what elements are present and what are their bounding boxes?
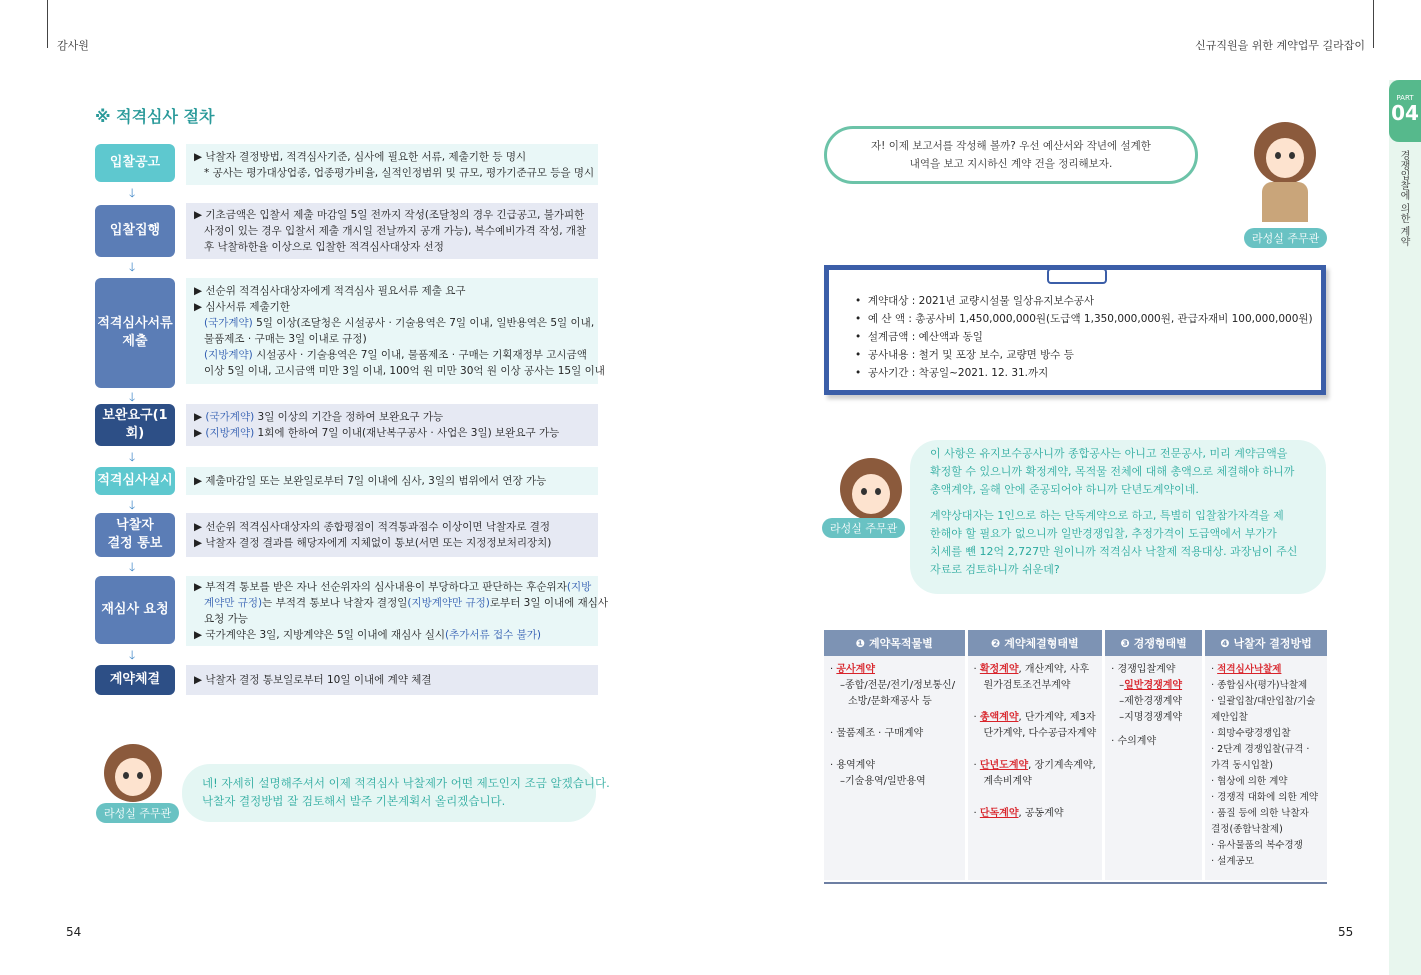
desc-line: ▶ 낙찰자 결정 결과를 해당자에게 지체없이 통보(서면 또는 지정정보처리장치) [194,537,552,549]
step-review-desc [186,467,598,495]
speech-bubble-left [182,764,610,822]
desc-text: 로부터 3일 이내에 재심사 [489,597,609,609]
down-arrow-icon: 🡓 [129,390,136,404]
speech-line: 낙찰자 결정방법 잘 검토해서 발주 기본계획서 올리겠습니다. [202,794,506,808]
speech-bubble-top [824,126,1198,184]
desc-text: 3일 이상의 기간을 정하여 보완요구 가능 [254,411,444,423]
speech-line: 총액계약, 올해 안에 준공되어야 하니까 단년도계약이네. [930,483,1199,496]
table-cell: · 공사계약 –종합/전문/전기/정보통신/ 소방/문화재공사 등 · 물품제조 · 구매계약 · 용역계약 –기술용역/일반용역 [824,656,966,880]
speech-bubble-mid [910,440,1326,594]
desc-line [194,595,609,611]
contract-info-box [824,265,1326,395]
table-cell: · 확정계약, 개산계약, 사후 원가검토조건부계약 · 총액계약, 단가계약, 제3자 단가계약, 다수공급자계약 · 단년도계약, 장기계속계약, 계속비계약 · 단독계약, 공동계약 [966,656,1104,880]
header-left: 감사원 [57,39,89,52]
speech-line: 자료로 검토하니까 쉬운데? [930,563,1060,576]
speech-line: 치세를 뺀 12억 2,727만 원이니까 적격심사 낙찰제 적용대상. 과장님이 주신 [930,545,1298,558]
speech-line: 네! 자세히 설명해주셔서 이제 적격심사 낙찰제가 어떤 제도인지 조금 알겠습니다. [202,776,610,790]
character-name-tag: 라성실 주무관 [822,518,905,538]
step-winner-notice-desc [186,513,598,557]
speech-line: 한해야 할 필요가 없으니까 일반경쟁입찰, 추정가격이 도급액에서 부가가 [930,527,1277,540]
local-contract-tag: (지방계약) [204,349,253,361]
local-contract-tag: 계약만 규정) [204,597,263,609]
step-winner-notice: 낙찰자 결정 통보 [95,513,175,557]
desc-line: ▶ 제출마감일 또는 보완일로부터 7일 이내에 심사, 3일의 범위에서 연장 가능 [194,475,547,487]
desc-text: 시설공사 · 기술용역은 7일 이내, 물품제조 · 구매는 기획재정부 고시금액 [252,349,587,361]
down-arrow-icon: 🡓 [129,648,136,662]
local-contract-tag: (지방계약) [205,427,255,439]
speech-line: 자! 이제 보고서를 작성해 볼까? 우선 예산서와 작년에 설계한 [871,140,1151,152]
step-supplement-request-desc [186,404,598,446]
desc-line: 요청 가능 [204,613,248,625]
character-name-tag: 라성실 주무관 [96,803,179,823]
desc-line: 사정이 있는 경우 입찰서 제출 개시일 전날까지 공개 가능), 복수예비가격 작성, 개찰 [204,225,587,237]
character-avatar [1254,122,1316,184]
table-header: ❷ 계약체결형태별 [966,630,1104,656]
down-arrow-icon: 🡓 [129,560,136,574]
step-document-submission: 적격심사서류 제출 [95,278,175,388]
step-document-submission-desc [186,278,605,384]
down-arrow-icon: 🡓 [129,450,136,464]
desc-line: ▶ 기초금액은 입찰서 제출 마감일 5일 전까지 작성(조달청의 경우 긴급공고, 불가피한 [194,209,585,221]
desc-line: 이상 5일 이내, 고시금액 미만 3일 이내, 100억 원 미만 30억 원 이상 공사는 15일 이내 [204,365,605,377]
part-label: PART [1396,94,1414,102]
desc-line [194,579,590,595]
desc-text: ▶ 국가계약은 3일, 지방계약은 5일 이내에 재심사 실시 [194,629,445,641]
table-header: ❹ 낙찰자 결정방법 [1204,630,1327,656]
desc-line: ▶ (국가계약) 3일 이상의 기간을 정하여 보완요구 가능 [194,411,444,423]
down-arrow-icon: 🡓 [129,498,136,512]
table-cell: · 적격심사낙찰제 · 종합심사(평가)낙찰제 · 일괄입찰/대안입찰/기술 제안입찰 · 희망수량경쟁입찰 · 2단계 경쟁입찰(규격 · 가격 동시입찰) · 협상에 의한 계약 · 경쟁적 대화에 의한 계약 · 품질 등에 의한 낙찰자 결정(종합낙찰제) · 유사물품의 복수경쟁 · 설계공모 [1204,656,1327,880]
down-arrow-icon: 🡓 [129,260,136,274]
step-bid-notice: 입찰공고 [95,144,175,182]
desc-line [194,627,590,643]
contract-item: • 공사내용 : 철거 및 포장 보수, 교량면 방수 등 [855,349,1074,361]
desc-text: ▶ 부적격 통보를 받은 자나 선순위자의 심사내용이 부당하다고 판단하는 후순위자 [194,581,567,593]
character-body [1262,182,1308,222]
left-margin-line [47,0,48,48]
speech-line: 이 사항은 유지보수공사니까 종합공사는 아니고 전문공사, 미리 계약금액을 [930,447,1288,460]
step-re-review: 재심사 요청 [95,576,175,644]
desc-line: 물품제조 · 구매는 3일 이내로 규정) [204,333,367,345]
table-bottom-rule [824,882,1327,884]
desc-line [194,315,595,331]
right-margin-line [1373,0,1374,48]
part-number: 04 [1391,101,1419,125]
table-header: ❸ 경쟁형태별 [1104,630,1204,656]
step-supplement-request: 보완요구(1회) [95,404,175,446]
desc-line: ▶ 심사서류 제출기한 [194,301,290,313]
no-extra-docs-tag: (추가서류 접수 불가) [445,629,542,641]
contract-item: • 예 산 액 : 총공사비 1,450,000,000원(도급액 1,350,000,000원, 관급자재비 100,000,000원) [855,313,1313,325]
header-right: 신규직원을 위한 계약업무 길라잡이 [1195,39,1365,52]
section-title: ※ 적격심사 절차 [95,107,215,126]
national-contract-tag: (국가계약) [204,317,253,329]
desc-line: * 공사는 평가대상업종, 업종평가비율, 실적인정범위 및 규모, 평가기준규모 등을 명시 [204,166,595,179]
speech-line: 내역을 보고 지시하신 계약 건을 정리해보자. [909,158,1113,170]
page-number-left: 54 [66,925,82,939]
desc-line: 후 낙찰하한율 이상으로 입찰한 적격심사대상자 선정 [204,241,444,253]
step-bid-execution-desc [186,203,598,259]
step-contract: 계약체결 [95,665,175,695]
down-arrow-icon: 🡓 [129,186,136,200]
speech-line: 확정할 수 있으니까 확정계약, 목적물 전체에 대해 총액으로 체결해야 하니까 [930,465,1295,478]
contract-item: • 설계금액 : 예산액과 동일 [855,331,983,343]
local-contract-tag: (지방계약만 규정) [407,597,490,609]
page-number-right: 55 [1338,925,1354,939]
local-contract-tag: (지방 [566,581,592,593]
step-re-review-desc [186,576,609,646]
desc-text: 5일 이상(조달청은 시설공사 · 기술용역은 7일 이내, 일반용역은 5일 이내, [252,317,595,329]
national-contract-tag: (국가계약) [205,411,255,423]
contract-item: • 계약대상 : 2021년 교량시설물 일상유지보수공사 [855,295,1095,307]
part-tab [1389,80,1421,142]
table-header: ❶ 계약목적물별 [824,630,966,656]
desc-line [194,347,590,363]
desc-line: ▶ (지방계약) 1회에 한하여 7일 이내(재난복구공사 · 사업은 3일) 보완요구 가능 [194,427,560,439]
clip-icon [1047,268,1107,284]
character-avatar [840,458,902,520]
desc-text: 는 부적격 통보나 낙찰자 결정일 [262,597,408,609]
desc-line: ▶ 선순위 적격심사대상자의 종합평점이 적격통과점수 이상이면 낙찰자로 결정 [194,521,551,533]
desc-line: ▶ 낙찰자 결정방법, 적격심사기준, 심사에 필요한 서류, 제출기한 등 명시 [194,150,527,163]
step-bid-execution: 입찰집행 [95,205,175,257]
part-vertical-title: 경쟁입찰에 의한 계약 [1398,150,1409,247]
table-cell: · 경쟁입찰계약 –일반경쟁계약 –제한경쟁계약 –지명경쟁계약 · 수의계약 [1104,656,1204,880]
step-review: 적격심사실시 [95,467,175,495]
contract-type-table [824,630,1327,880]
step-bid-notice-desc [186,144,598,185]
desc-text: 1회에 한하여 7일 이내(재난복구공사 · 사업은 3일) 보완요구 가능 [254,427,560,439]
step-contract-desc [186,665,598,695]
desc-line: ▶ 낙찰자 결정 통보일로부터 10일 이내에 계약 체결 [194,674,432,686]
speech-line: 계약상대자는 1인으로 하는 단독계약으로 하고, 특별히 입찰참가자격을 제 [930,509,1284,522]
contract-item: • 공사기간 : 착공일~2021. 12. 31.까지 [855,367,1049,379]
desc-line: ▶ 선순위 적격심사대상자에게 적격심사 필요서류 제출 요구 [194,285,466,297]
character-avatar [104,744,162,802]
character-name-tag: 라성실 주무관 [1244,228,1327,248]
